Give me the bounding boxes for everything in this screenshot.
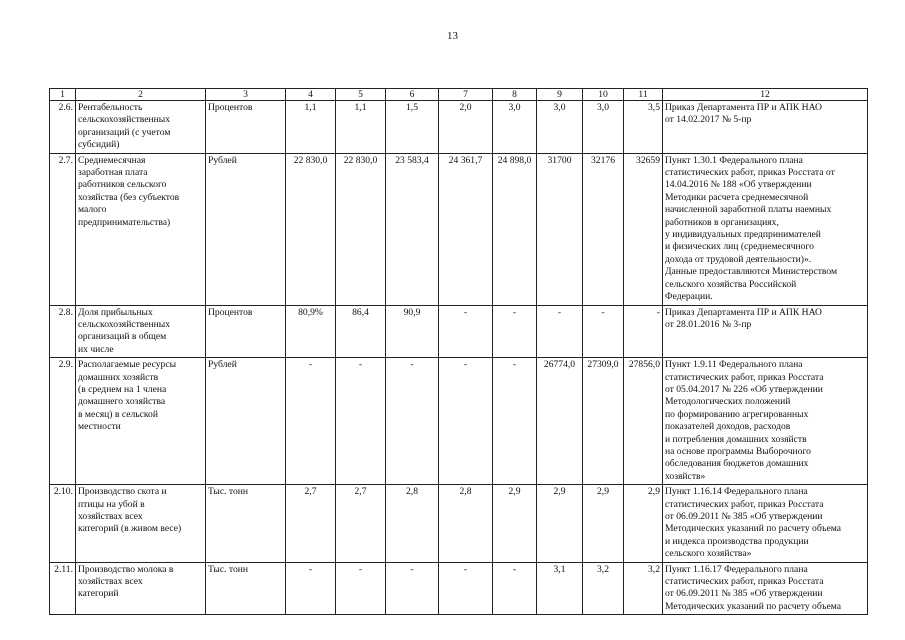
row-number: 2.8. — [50, 305, 76, 358]
value-cell: 2,7 — [336, 485, 386, 562]
value-cell: 23 583,4 — [386, 153, 439, 305]
header-cell: 10 — [583, 89, 624, 101]
value-cell: 2,8 — [439, 485, 493, 562]
indicator-name: Располагаемые ресурсы домашних хозяйств (в среднем на 1 члена домашнего хозяйства в месяц) в сельской местности — [76, 358, 206, 485]
header-cell: 6 — [386, 89, 439, 101]
unit: Процентов — [206, 305, 286, 358]
source-document: Пункт 1.16.14 Федерального плана статистических работ, приказ Росстата от 06.09.2011 № 385 «Об утверждении Методических указаний по расчету объема и индекса производства продукции сельского хозяйства» — [663, 485, 868, 562]
value-cell: - — [624, 305, 663, 358]
value-cell: 3,0 — [583, 101, 624, 154]
value-cell: - — [439, 562, 493, 615]
table-row — [50, 153, 868, 305]
value-cell: 3,0 — [537, 101, 583, 154]
row-number: 2.11. — [50, 562, 76, 615]
indicator-name: Доля прибыльных сельскохозяйственных организаций в общем их числе — [76, 305, 206, 358]
value-cell: 3,2 — [583, 562, 624, 615]
value-cell: - — [537, 305, 583, 358]
value-cell: 86,4 — [336, 305, 386, 358]
header-cell: 8 — [493, 89, 537, 101]
value-cell: 1,1 — [286, 101, 336, 154]
value-cell: 32176 — [583, 153, 624, 305]
header-cell: 9 — [537, 89, 583, 101]
header-cell: 3 — [206, 89, 286, 101]
source-document: Пункт 1.30.1 Федерального плана статистических работ, приказ Росстата от 14.04.2016 № 188 «Об утверждении Методики расчета среднемесячной начисленной заработной платы наемных работников в организациях, у индивидуальных предпринимателей и физических лиц (среднемесячного дохода от трудовой деятельности)». Данные предоставляются Министерством сельского хозяйства Российской Федерации. — [663, 153, 868, 305]
value-cell: 3,5 — [624, 101, 663, 154]
value-cell: - — [493, 358, 537, 485]
row-number: 2.10. — [50, 485, 76, 562]
value-cell: 24 361,7 — [439, 153, 493, 305]
indicator-name: Рентабельность сельскохозяйственных организаций (с учетом субсидий) — [76, 101, 206, 154]
value-cell: 2,9 — [537, 485, 583, 562]
unit: Рублей — [206, 153, 286, 305]
value-cell: 31700 — [537, 153, 583, 305]
value-cell: 27309,0 — [583, 358, 624, 485]
value-cell: 1,5 — [386, 101, 439, 154]
source-document: Пункт 1.9.11 Федерального плана статистических работ, приказ Росстата от 05.04.2017 № 226 «Об утверждении Методологических положений по формированию агрегированных показателей доходов, расходов и потребления домашних хозяйств на основе программы Выборочного обследования бюджетов домашних хозяйств» — [663, 358, 868, 485]
header-cell: 5 — [336, 89, 386, 101]
row-number: 2.9. — [50, 358, 76, 485]
indicator-name: Производство молока в хозяйствах всех категорий — [76, 562, 206, 615]
header-cell: 1 — [50, 89, 76, 101]
value-cell: 2,9 — [624, 485, 663, 562]
source-document: Пункт 1.16.17 Федерального плана статистических работ, приказ Росстата от 06.09.2011 № 385 «Об утверждении Методических указаний по расчету объема — [663, 562, 868, 615]
value-cell: - — [286, 562, 336, 615]
value-cell: 2,0 — [439, 101, 493, 154]
value-cell: - — [286, 358, 336, 485]
value-cell: 90,9 — [386, 305, 439, 358]
value-cell: - — [386, 562, 439, 615]
indicator-name: Производство скота и птицы на убой в хозяйствах всех категорий (в живом весе) — [76, 485, 206, 562]
header-cell: 12 — [663, 89, 868, 101]
value-cell: - — [439, 305, 493, 358]
value-cell: 2,9 — [583, 485, 624, 562]
value-cell: 3,0 — [493, 101, 537, 154]
header-cell: 2 — [76, 89, 206, 101]
value-cell: 32659 — [624, 153, 663, 305]
header-cell: 4 — [286, 89, 336, 101]
source-document: Приказ Департамента ПР и АПК НАО от 28.01.2016 № 3-пр — [663, 305, 868, 358]
header-cell: 11 — [624, 89, 663, 101]
value-cell: - — [336, 562, 386, 615]
table-row — [50, 305, 868, 358]
header-cell: 7 — [439, 89, 493, 101]
value-cell: 80,9% — [286, 305, 336, 358]
value-cell: - — [493, 305, 537, 358]
value-cell: - — [439, 358, 493, 485]
table-row — [50, 562, 868, 615]
header-row — [50, 89, 868, 101]
value-cell: 2,9 — [493, 485, 537, 562]
row-number: 2.6. — [50, 101, 76, 154]
value-cell: 27856,0 — [624, 358, 663, 485]
value-cell: 22 830,0 — [286, 153, 336, 305]
value-cell: 26774,0 — [537, 358, 583, 485]
value-cell: - — [336, 358, 386, 485]
table-row — [50, 485, 868, 562]
value-cell: - — [583, 305, 624, 358]
value-cell: 2,7 — [286, 485, 336, 562]
unit: Процентов — [206, 101, 286, 154]
unit: Тыс. тонн — [206, 562, 286, 615]
unit: Тыс. тонн — [206, 485, 286, 562]
value-cell: 22 830,0 — [336, 153, 386, 305]
value-cell: 1,1 — [336, 101, 386, 154]
row-number: 2.7. — [50, 153, 76, 305]
value-cell: 3,1 — [537, 562, 583, 615]
value-cell: - — [386, 358, 439, 485]
value-cell: - — [493, 562, 537, 615]
table-row — [50, 101, 868, 154]
indicator-name: Среднемесячная заработная плата работников сельского хозяйства (без субъектов малого предпринимательства) — [76, 153, 206, 305]
indicators-table — [49, 88, 868, 615]
unit: Рублей — [206, 358, 286, 485]
source-document: Приказ Департамента ПР и АПК НАО от 14.02.2017 № 5-пр — [663, 101, 868, 154]
value-cell: 2,8 — [386, 485, 439, 562]
table-row — [50, 358, 868, 485]
page-number: 13 — [447, 30, 458, 42]
value-cell: 3,2 — [624, 562, 663, 615]
value-cell: 24 898,0 — [493, 153, 537, 305]
